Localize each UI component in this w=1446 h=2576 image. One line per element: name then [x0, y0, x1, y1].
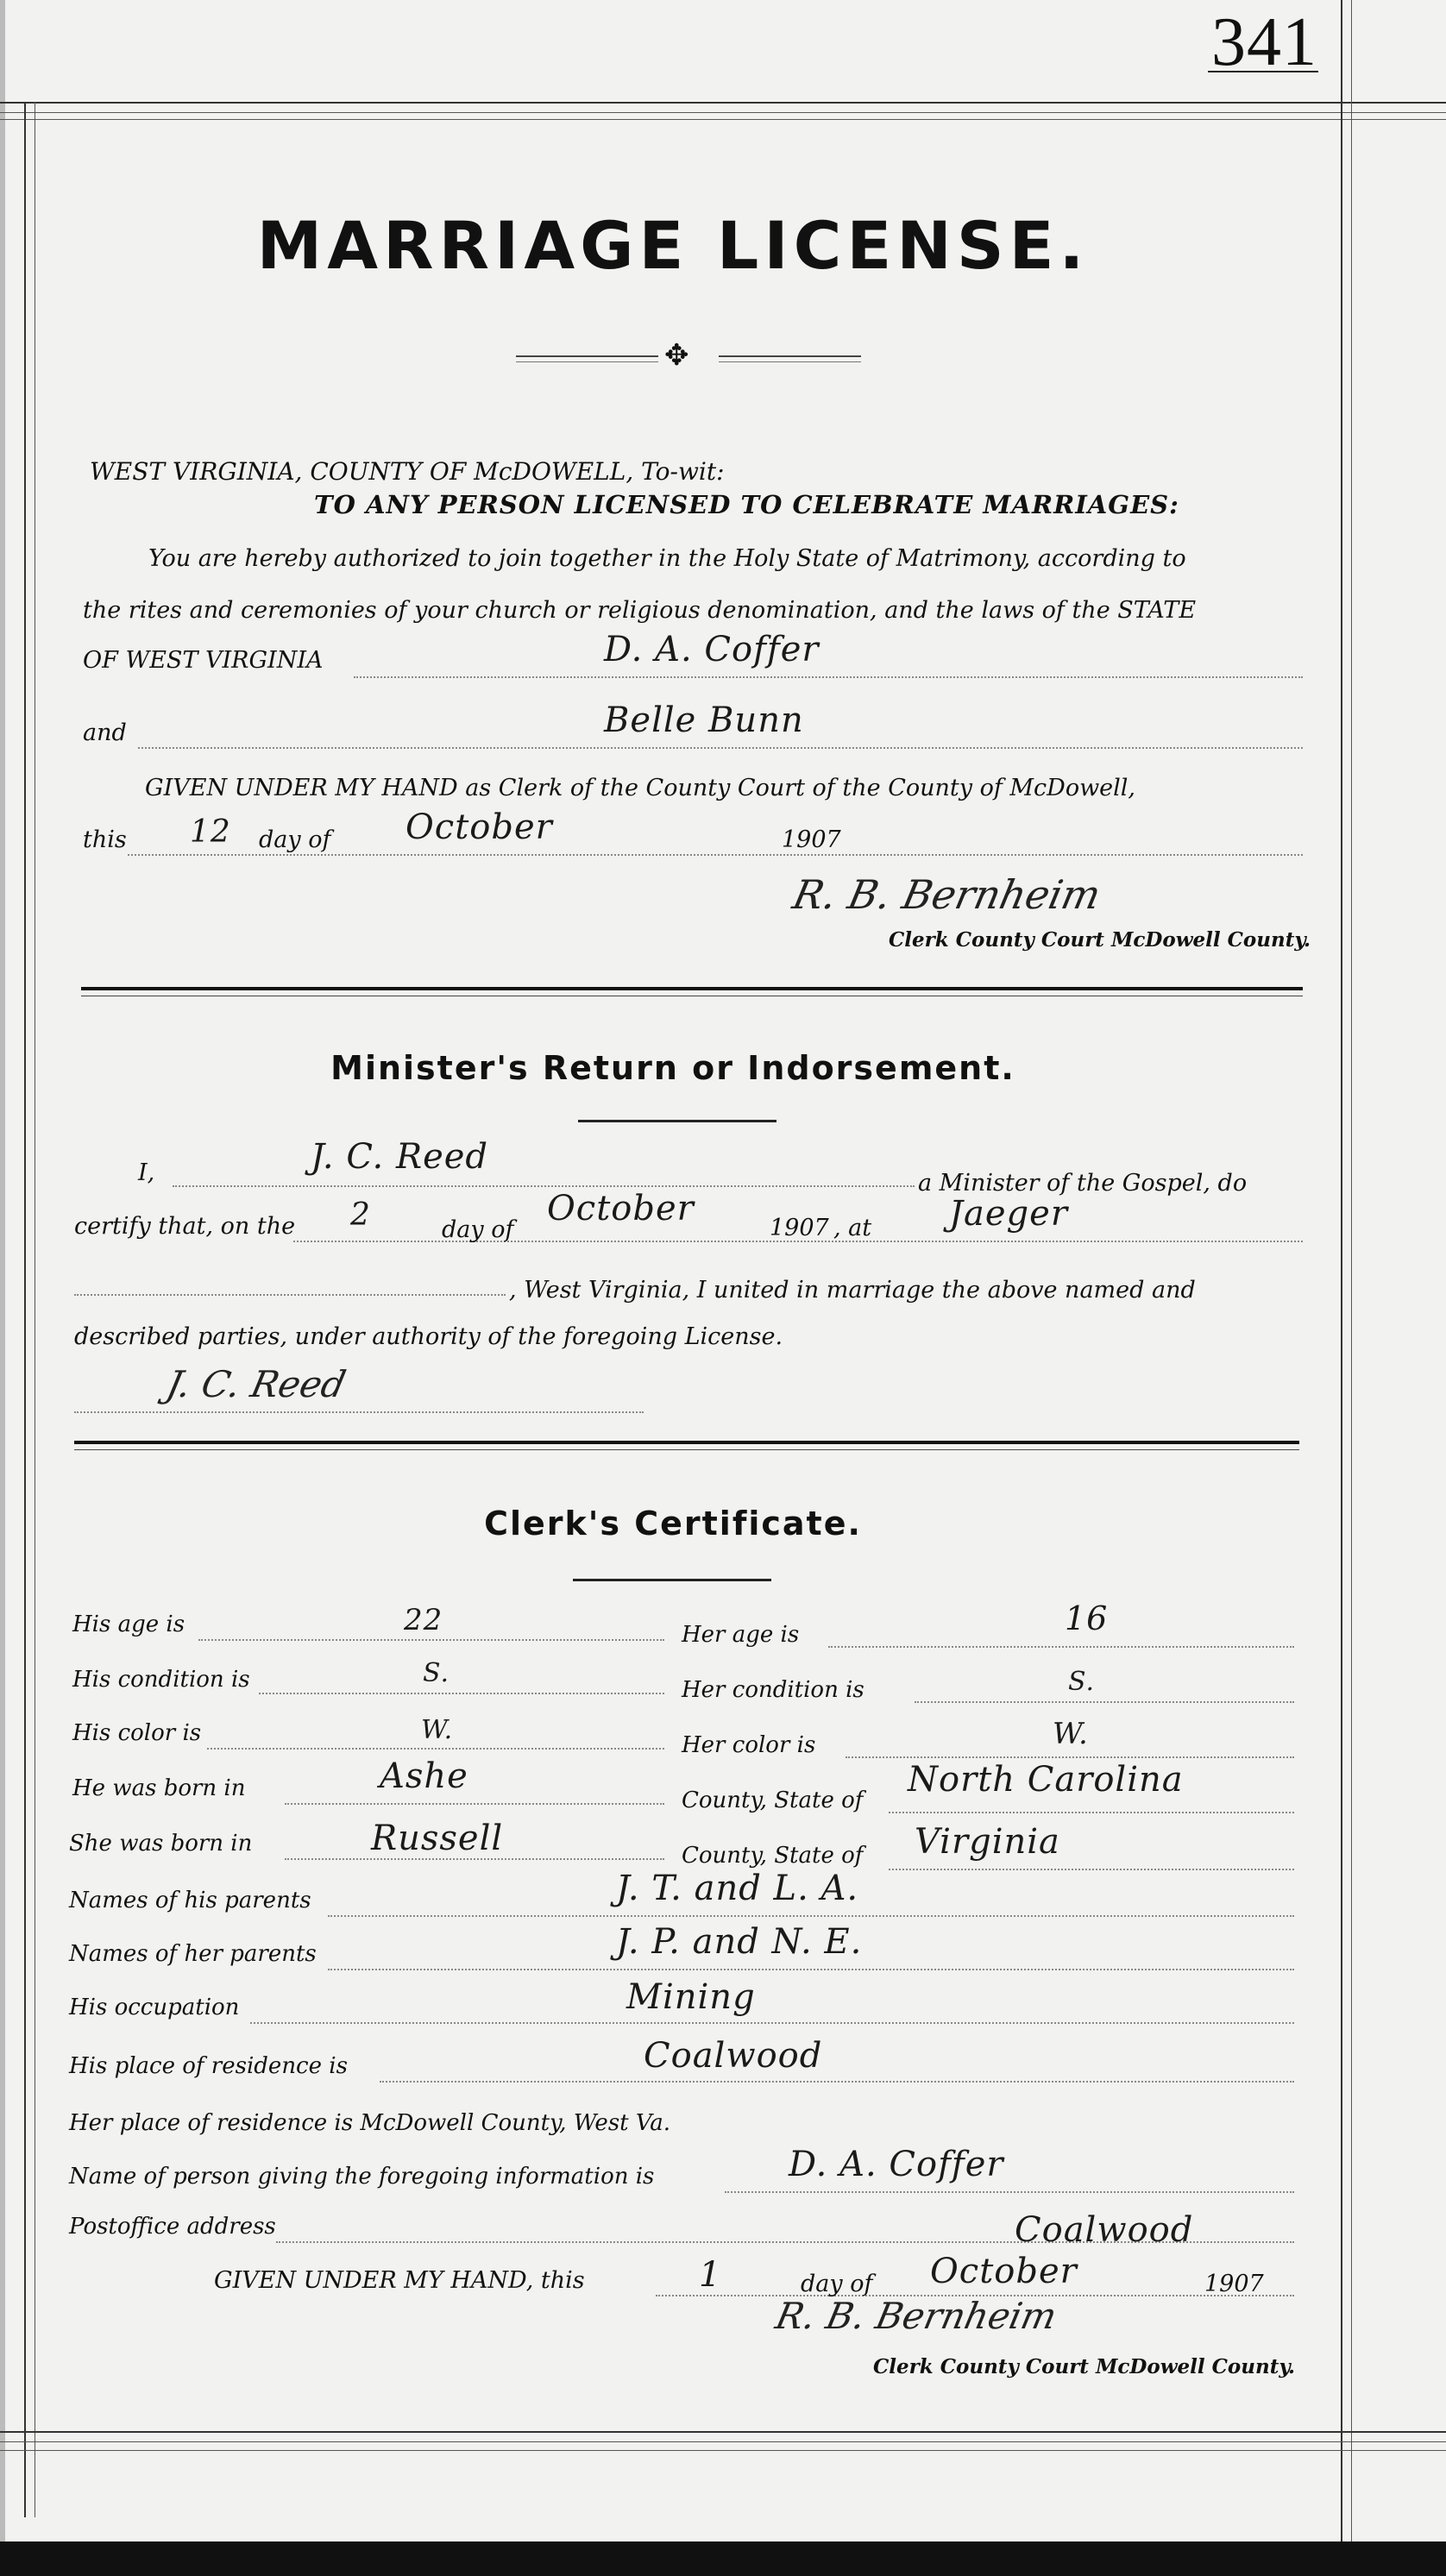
- certificate-year: 1907: [1204, 2271, 1264, 2297]
- section-divider-2: [74, 1441, 1299, 1444]
- groom-line: [354, 676, 1303, 678]
- he-state-line: [889, 1812, 1294, 1813]
- his-residence-line: [380, 2081, 1294, 2083]
- bottom-frame-rule: [0, 2431, 1446, 2433]
- her-condition-line: [915, 1701, 1294, 1703]
- certificate-clerk-title: Clerk County Court McDowell County.: [873, 2355, 1296, 2378]
- minister-name-line: [173, 1185, 915, 1187]
- his-residence: Coalwood: [644, 2036, 823, 2076]
- his-age: 22: [404, 1603, 443, 1637]
- clerk-signature: R. B. Bernheim: [789, 871, 1105, 918]
- she-state-line: [889, 1869, 1294, 1870]
- top-frame-rule-inner2: [0, 119, 1446, 120]
- minister-day-of: day of: [442, 1216, 514, 1243]
- title-ornament: [516, 338, 861, 373]
- certificate-month: October: [930, 2252, 1078, 2291]
- she-born-state: Virginia: [915, 1822, 1060, 1862]
- informant-line: [725, 2191, 1294, 2193]
- his-condition-line: [259, 1693, 664, 1694]
- her-age-label: Her age is: [682, 1622, 800, 1648]
- given-under-hand: GIVEN UNDER MY HAND as Clerk of the County Court of the County of McDowell,: [145, 775, 1136, 801]
- license-body-1: You are hereby authorized to join together in the Holy State of Matrimony, according to: [148, 545, 1186, 572]
- certificate-given-label: GIVEN UNDER MY HAND, this: [214, 2267, 585, 2294]
- she-born-label: She was born in: [69, 1831, 253, 1857]
- page-edge: [0, 0, 5, 2576]
- his-color: W.: [421, 1715, 454, 1745]
- certify-label: certify that, on the: [74, 1213, 296, 1240]
- minister-heading: Minister's Return or Indorsement.: [330, 1049, 1015, 1087]
- she-county-state-label: County, State of: [682, 1843, 864, 1869]
- scan-bottom-edge: [0, 2541, 1446, 2576]
- section-divider-1: [81, 987, 1303, 990]
- his-parents-label: Names of his parents: [69, 1888, 311, 1913]
- informant-label: Name of person giving the foregoing information is: [69, 2164, 655, 2190]
- minister-signature-line: [74, 1411, 644, 1413]
- he-born-state: North Carolina: [908, 1760, 1184, 1800]
- west-virginia-line: , West Virginia, I united in marriage the above named and: [509, 1277, 1196, 1304]
- minister-name: J. C. Reed: [311, 1137, 489, 1177]
- this-label: this: [83, 826, 127, 853]
- his-residence-label: His place of residence is: [69, 2053, 348, 2079]
- clerk-title: Clerk County Court McDowell County.: [889, 928, 1311, 952]
- her-age-line: [828, 1646, 1294, 1648]
- clerk-certificate-heading: Clerk's Certificate.: [484, 1505, 862, 1542]
- he-born-county: Ashe: [380, 1756, 468, 1796]
- minister-signature: J. C. Reed: [162, 1363, 350, 1405]
- left-frame-rule: [24, 102, 26, 2517]
- his-color-line: [207, 1748, 664, 1750]
- his-parents-line: [328, 1915, 1294, 1917]
- postoffice: Coalwood: [1015, 2210, 1194, 2250]
- certificate-clerk-signature: R. B. Bernheim: [771, 2295, 1061, 2337]
- county-line: WEST VIRGINIA, COUNTY OF McDOWELL, To-wit:: [90, 457, 725, 486]
- license-body-2: the rites and ceremonies of your church or religious denomination, and the laws of the STATE: [83, 597, 1197, 624]
- she-born-line: [285, 1858, 664, 1860]
- certificate-day-of: day of: [801, 2271, 873, 2297]
- license-day: 12: [190, 814, 231, 850]
- his-age-label: His age is: [72, 1612, 185, 1637]
- bottom-frame-rule-inner2: [0, 2450, 1446, 2451]
- license-title: MARRIAGE LICENSE.: [256, 207, 1090, 284]
- her-condition-label: Her condition is: [682, 1677, 864, 1703]
- minister-year: 1907: [770, 1215, 829, 1241]
- minister-day: 2: [350, 1197, 371, 1233]
- postoffice-label: Postoffice address: [69, 2214, 276, 2240]
- he-county-state-label: County, State of: [682, 1787, 864, 1813]
- page-number: 341: [1211, 4, 1317, 80]
- groom-name: D. A. Coffer: [604, 630, 820, 669]
- her-age: 16: [1065, 1599, 1109, 1637]
- clerk-heading-rule: [573, 1579, 771, 1581]
- she-born-county: Russell: [371, 1819, 504, 1858]
- bride-name: Belle Bunn: [604, 701, 804, 740]
- his-age-line: [198, 1639, 664, 1641]
- address-line: TO ANY PERSON LICENSED TO CELEBRATE MARRIAGES:: [314, 490, 1179, 519]
- top-frame-rule-inner: [0, 112, 1446, 113]
- his-condition-label: His condition is: [72, 1667, 250, 1693]
- bottom-frame-rule-inner: [0, 2441, 1446, 2442]
- day-of-label: day of: [259, 826, 331, 853]
- right-frame-rule-inner: [1351, 0, 1352, 2545]
- marriage-place: Jaeger: [949, 1194, 1068, 1234]
- minister-of-gospel: a Minister of the Gospel, do: [918, 1170, 1248, 1197]
- her-parents-line: [328, 1969, 1294, 1970]
- her-condition: S.: [1068, 1667, 1096, 1697]
- her-parents-label: Names of her parents: [69, 1941, 317, 1967]
- minister-month: October: [547, 1189, 695, 1228]
- her-color: W.: [1053, 1717, 1089, 1751]
- minister-heading-rule: [578, 1120, 776, 1122]
- license-month: October: [406, 807, 553, 847]
- license-body-3: OF WEST VIRGINIA: [83, 647, 324, 674]
- her-parents: J. P. and N. E.: [616, 1922, 863, 1962]
- occupation: Mining: [626, 1977, 756, 2017]
- he-born-line: [285, 1803, 664, 1805]
- right-frame-rule: [1341, 0, 1342, 2545]
- his-parents: J. T. and L. A.: [616, 1869, 859, 1908]
- page-number-underline: [1208, 71, 1318, 72]
- her-residence-label: Her place of residence is McDowell County, West Va.: [69, 2110, 671, 2136]
- her-color-line: [846, 1756, 1294, 1758]
- ornament-icon: ✥: [664, 338, 689, 373]
- certificate-day: 1: [699, 2255, 722, 2295]
- date-line: [128, 854, 1303, 856]
- wv-line: [74, 1294, 506, 1296]
- his-color-label: His color is: [72, 1720, 202, 1746]
- minister-i-label: I,: [138, 1159, 155, 1186]
- his-condition: S.: [423, 1658, 450, 1688]
- top-frame-rule: [0, 102, 1446, 104]
- informant-name: D. A. Coffer: [789, 2145, 1004, 2184]
- license-year: 1907: [782, 826, 841, 853]
- described-parties: described parties, under authority of the foregoing License.: [74, 1323, 783, 1350]
- and-label: and: [83, 719, 127, 746]
- bride-line: [138, 747, 1303, 749]
- section-divider-2b: [74, 1449, 1299, 1450]
- occupation-label: His occupation: [69, 1995, 240, 2020]
- occupation-line: [250, 2022, 1294, 2024]
- her-color-label: Her color is: [682, 1732, 816, 1758]
- at-label: , at: [833, 1215, 872, 1241]
- he-born-label: He was born in: [72, 1775, 246, 1801]
